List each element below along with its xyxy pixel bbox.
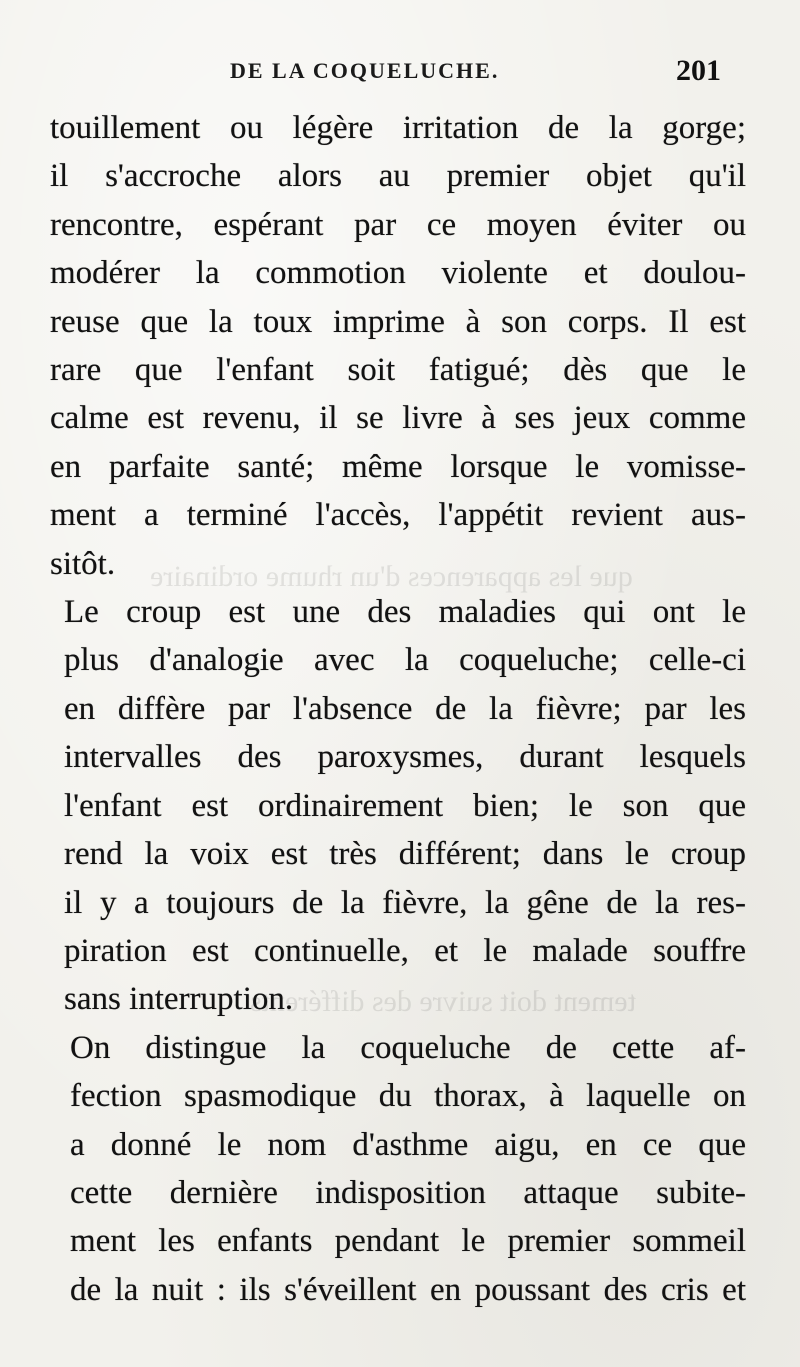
text-line: il s'accroche alors au premier objet qu'il [50, 158, 746, 195]
text-line: Le croup est une des maladies qui ont le [64, 594, 746, 631]
text-line: il y a toujours de la fièvre, la gêne de la res- [64, 884, 746, 921]
body-text [46, 104, 746, 1314]
text-line: plus d'analogie avec la coqueluche; celle-ci [64, 642, 746, 679]
text-line: On distingue la coqueluche de cette af- [70, 1029, 746, 1066]
text-line: rend la voix est très différent; dans le croup [64, 836, 746, 873]
text-line: touillement ou légère irritation de la gorge; [50, 110, 746, 146]
text-line: piration est continuelle, et le malade souffre [64, 932, 746, 969]
text-line: fection spasmodique du thorax, à laquelle on [70, 1078, 746, 1115]
text-line: en diffère par l'absence de la fièvre; par les [64, 690, 746, 727]
text-line: calme est revenu, il se livre à ses jeux comme [50, 400, 746, 437]
text-line: l'enfant est ordinairement bien; le son que [64, 787, 746, 824]
paragraph [46, 588, 746, 1024]
text-line: ment les enfants pendant le premier sommeil [70, 1223, 746, 1260]
show-through-text: tement doit suivre des différents [250, 985, 637, 1018]
text-line: intervalles des paroxysmes, durant lesquels [64, 739, 746, 776]
paragraph [46, 104, 746, 588]
text-line: rencontre, espérant par ce moyen éviter ou [50, 206, 746, 243]
paragraph [46, 1024, 746, 1314]
page-number: 201 [676, 54, 721, 87]
text-line: sitôt. [50, 545, 116, 582]
text-line: en parfaite santé; même lorsque le vomisse- [50, 448, 746, 485]
show-through-text: que les apparences d'un rhume ordinaire [150, 560, 633, 593]
text-line: reuse que la toux imprime à son corps. Il est [50, 303, 746, 340]
text-line: rare que l'enfant soit fatigué; dès que le [50, 352, 746, 389]
running-head: DE LA COQUELUCHE. [230, 58, 500, 83]
text-line: modérer la commotion violente et doulou- [50, 255, 746, 292]
text-line: ment a terminé l'accès, l'appétit revient aus- [50, 497, 746, 534]
text-line: a donné le nom d'asthme aigu, en ce que [70, 1126, 746, 1163]
text-line: de la nuit : ils s'éveillent en poussant des cris et [70, 1271, 746, 1308]
text-line: cette dernière indisposition attaque subite- [70, 1174, 746, 1211]
text-line: sans interruption. [64, 981, 294, 1018]
